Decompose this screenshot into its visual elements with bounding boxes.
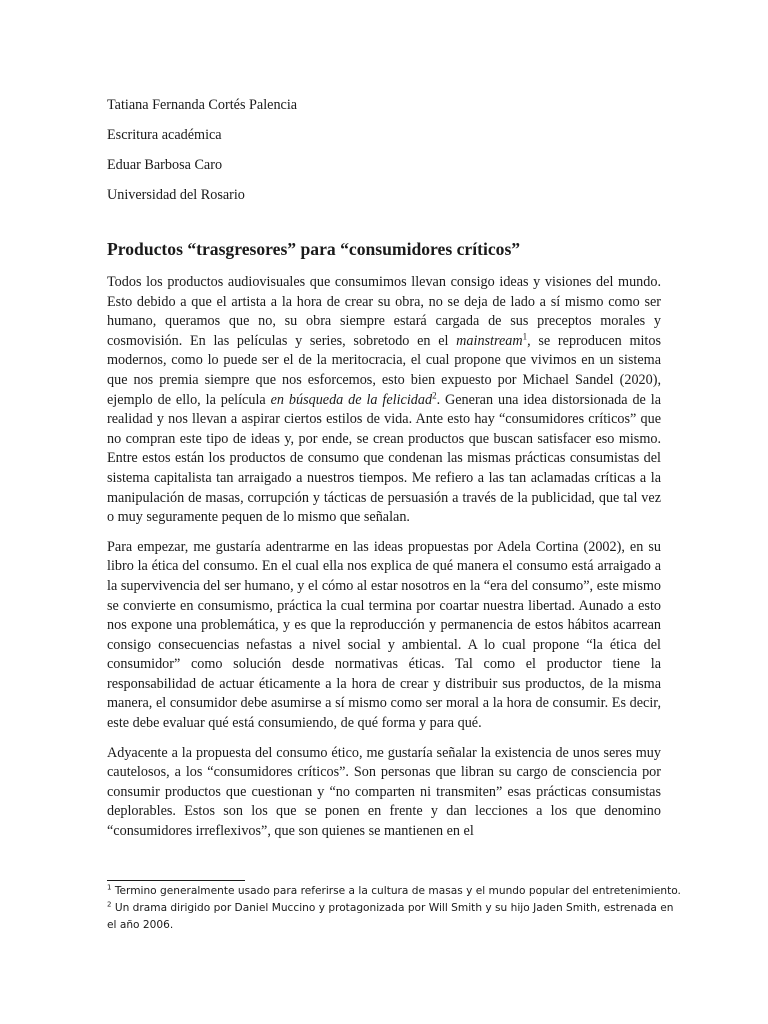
paragraph-1-part-c: . Generan una idea distorsionada de la realidad y nos llevan a aspirar ciertos estilos de vida. Ante esto hay “consumidores críticos” que no compran este tipo de ideas y, por ende, se crean productos que buscan satisfacer eso mismo. Entre estos están los productos de consumo que condenan las mismas prácticas consumistas del sistema capitalista tan arraigado a nuestros tiempos. Me refiero a las tan aclamadas críticas a la manipulación de masas, corrupción y tácticas de persuasión a través de la publicidad, que tal vez o muy seguramente pequen de lo mismo que señalan. [107, 391, 661, 526]
paragraph-1 [107, 273, 661, 528]
mainstream-term: mainstream [456, 332, 523, 349]
footnote-2 [107, 900, 674, 917]
author-name: Tatiana Fernanda Cortés Palencia [107, 97, 298, 113]
footnote-ref-2: 2 [432, 389, 437, 400]
footnote-2-continuation: el año 2006. [107, 919, 174, 931]
paragraph-1-part-a: Todos los productos audiovisuales que consumimos llevan consigo ideas y visiones del mundo. Esto debido a que el artista a la hora de crear su obra, no se deja de lado a sí mismo como ser humano, queramos que no, su obra siempre estará cargada de sus preceptos morales y cosmovisión. En las películas y series, sobretodo en el [107, 274, 661, 349]
footnote-1-text: Termino generalmente usado para referirse a la cultura de masas y el mundo popular del entretenimiento. [111, 885, 681, 897]
footnote-1 [107, 883, 681, 900]
film-title: en búsqueda de la felicidad [270, 391, 433, 408]
paragraph-2: Para empezar, me gustaría adentrarme en las ideas propuestas por Adela Cortina (2002), en su libro la ética del consumo. En el cual ella nos explica de qué manera el consumo está arraigado a la supervivencia del ser humano, y el cómo al estar nosotros en la “era del consumo”, este mismo se convierte en consumismo, práctica la cual termina por coartar nuestra libertad. Aunado a esto nos expone una problemática, y es que la reproducción y permanencia de estos hábitos acarrean consigo consecuencias nefastas a nivel social y ambiental. A lo cual propone “la ética del consumidor” como solución desde normativas éticas. Tal como el productor tiene la responsabilidad de actuar éticamente a la hora de crear y distribuir sus productos, de la misma manera, el consumidor debe asumirse a sí mismo como ser moral a la hora de consumir. Es decir, este debe evaluar qué está consumiendo, de qué forma y para qué. [107, 538, 661, 732]
footnote-ref-1: 1 [522, 331, 528, 342]
paragraph-3: Adyacente a la propuesta del consumo ético, me gustaría señalar la existencia de unos seres muy cautelosos, a los “consumidores críticos”. Son personas que libran su cargo de consciencia por consumir productos que cuestionan y “no comparten ni transmiten” esas prácticas consumistas deplorables. Estos son los que se ponen en frente y dan lecciones a los que denomino “consumidores irreflexivos”, que son quienes se mantienen en el [107, 744, 661, 840]
footnote-1-number: 1 [107, 883, 112, 892]
header-block [107, 90, 667, 210]
essay-body [107, 273, 661, 852]
footnote-2-text-line-1: Un drama dirigido por Daniel Muccino y protagonizada por Will Smith y su hijo Jaden Smith, estrenada en [111, 902, 674, 914]
paragraph-1-part-b: , se reproducen mitos modernos, como lo puede ser el de la meritocracia, el cual propone que vivimos en un sistema que nos premia siempre que nos esforcemos, esto bien expuesto por Michael Sandel (2020), ejemplo de ello, la película [107, 332, 661, 408]
footnote-separator [107, 880, 245, 881]
course-name: Escritura académica [107, 127, 222, 143]
footnote-2-number: 2 [107, 900, 112, 909]
university-name: Universidad del Rosario [107, 187, 245, 203]
teacher-name: Eduar Barbosa Caro [107, 157, 223, 173]
footnotes-block [107, 883, 681, 934]
essay-title: Productos “trasgresores” para “consumidores críticos” [107, 239, 521, 259]
